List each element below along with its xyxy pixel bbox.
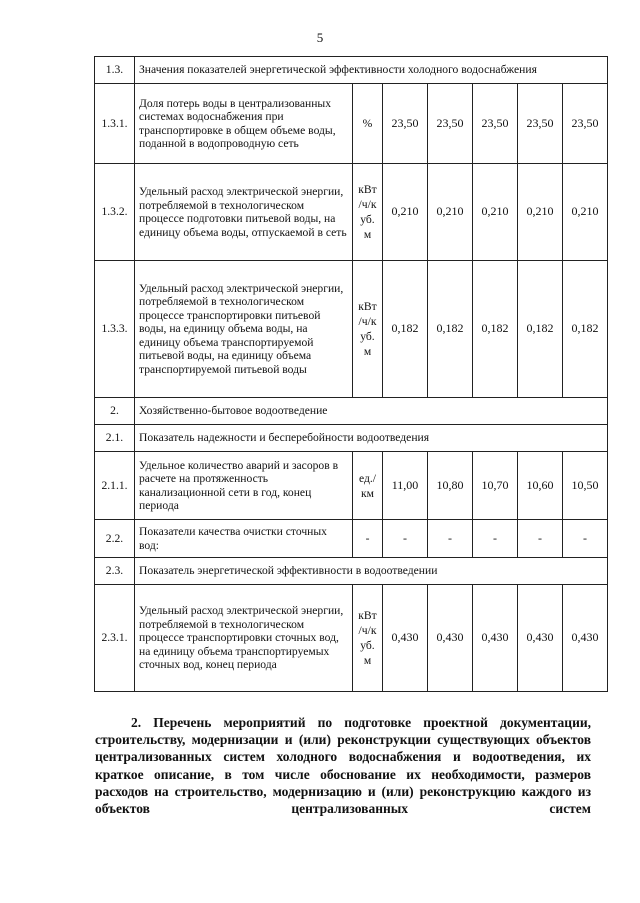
- row-number: 2.2.: [95, 520, 135, 558]
- value-cell: 0,182: [383, 261, 428, 398]
- value-cell: 0,182: [518, 261, 563, 398]
- indicator-description: Удельный расход электрической энергии, потребляемой в технологическом процессе транспортировки питьевой воды, на единицу объема воды, на единицу объема транспортируемой питьевой воды, на единицу объема транспортируемой питьевой воды: [135, 261, 353, 398]
- page-number: 5: [316, 30, 324, 45]
- value-cell: 23,50: [383, 84, 428, 164]
- value-cell: 23,50: [563, 84, 608, 164]
- unit-cell: -: [353, 520, 383, 558]
- value-cell: 10,60: [518, 452, 563, 520]
- table-row: [95, 452, 608, 520]
- table-row: [95, 164, 608, 261]
- section-row: [95, 57, 608, 84]
- row-number: 1.3.1.: [95, 84, 135, 164]
- value-cell: 0,210: [563, 164, 608, 261]
- value-cell: -: [563, 520, 608, 558]
- table-row: [95, 84, 608, 164]
- value-cell: 23,50: [428, 84, 473, 164]
- section-row: [95, 425, 608, 452]
- row-number: 2.3.: [95, 558, 135, 585]
- section-row: [95, 558, 608, 585]
- value-cell: 11,00: [383, 452, 428, 520]
- table-row: [95, 261, 608, 398]
- row-number: 1.3.: [95, 57, 135, 84]
- section-row: [95, 398, 608, 425]
- value-cell: -: [383, 520, 428, 558]
- row-number: 2.: [95, 398, 135, 425]
- unit-cell: кВт /ч/к уб. м: [353, 261, 383, 398]
- indicator-description: Доля потерь воды в централизованных системах водоснабжения при транспортировке в общем объеме воды, поданной в водопроводную сеть: [135, 84, 353, 164]
- value-cell: 0,210: [473, 164, 518, 261]
- indicator-description: Удельное количество аварий и засоров в расчете на протяженность канализационной сети в год, конец периода: [135, 452, 353, 520]
- row-number: 1.3.2.: [95, 164, 135, 261]
- unit-cell: ед./ км: [353, 452, 383, 520]
- value-cell: 0,430: [563, 585, 608, 692]
- row-number: 1.3.3.: [95, 261, 135, 398]
- unit-cell: %: [353, 84, 383, 164]
- value-cell: 0,430: [473, 585, 518, 692]
- value-cell: 0,182: [473, 261, 518, 398]
- indicator-description: Удельный расход электрической энергии, потребляемой в технологическом процессе транспортировки сточных вод, на единицу объема транспортируемых сточных вод, конец периода: [135, 585, 353, 692]
- row-number: 2.1.: [95, 425, 135, 452]
- value-cell: 0,182: [563, 261, 608, 398]
- table-row: [95, 585, 608, 692]
- value-cell: -: [518, 520, 563, 558]
- value-cell: -: [473, 520, 518, 558]
- value-cell: 23,50: [473, 84, 518, 164]
- section-title: Значения показателей энергетической эффективности холодного водоснабжения: [135, 57, 608, 84]
- value-cell: 0,182: [428, 261, 473, 398]
- value-cell: 10,70: [473, 452, 518, 520]
- table-row: [95, 520, 608, 558]
- section-heading-number: 2.: [131, 715, 142, 730]
- value-cell: 10,50: [563, 452, 608, 520]
- value-cell: 0,210: [518, 164, 563, 261]
- row-number: 2.1.1.: [95, 452, 135, 520]
- indicator-description: Удельный расход электрической энергии, потребляемой в технологическом процессе подготовки питьевой воды, на единицу объема воды, отпускаемой в сеть: [135, 164, 353, 261]
- value-cell: 10,80: [428, 452, 473, 520]
- row-number: 2.3.1.: [95, 585, 135, 692]
- section-title: Показатель надежности и бесперебойности водоотведения: [135, 425, 608, 452]
- section-title: Хозяйственно-бытовое водоотведение: [135, 398, 608, 425]
- value-cell: 0,210: [428, 164, 473, 261]
- section-title: Показатель энергетической эффективности в водоотведении: [135, 558, 608, 585]
- value-cell: 0,430: [518, 585, 563, 692]
- value-cell: 23,50: [518, 84, 563, 164]
- indicator-description: Показатели качества очистки сточных вод:: [135, 520, 353, 558]
- section-heading: [95, 714, 591, 817]
- value-cell: 0,430: [428, 585, 473, 692]
- value-cell: 0,430: [383, 585, 428, 692]
- value-cell: -: [428, 520, 473, 558]
- section-heading-text: Перечень мероприятий по подготовке проектной документации, строительству, модернизации и (или) реконструкции существующих объектов централизованных систем холодного водоснабжения и водоотведения, их краткое описание, в том числе обоснование их необходимости, размеров расходов на строительство, модернизацию и (или) реконструкцию каждого из объектов централизованных систем: [95, 715, 592, 817]
- unit-cell: кВт /ч/к уб. м: [353, 164, 383, 261]
- value-cell: 0,210: [383, 164, 428, 261]
- unit-cell: кВт /ч/к уб. м: [353, 585, 383, 692]
- indicators-table: [94, 56, 608, 692]
